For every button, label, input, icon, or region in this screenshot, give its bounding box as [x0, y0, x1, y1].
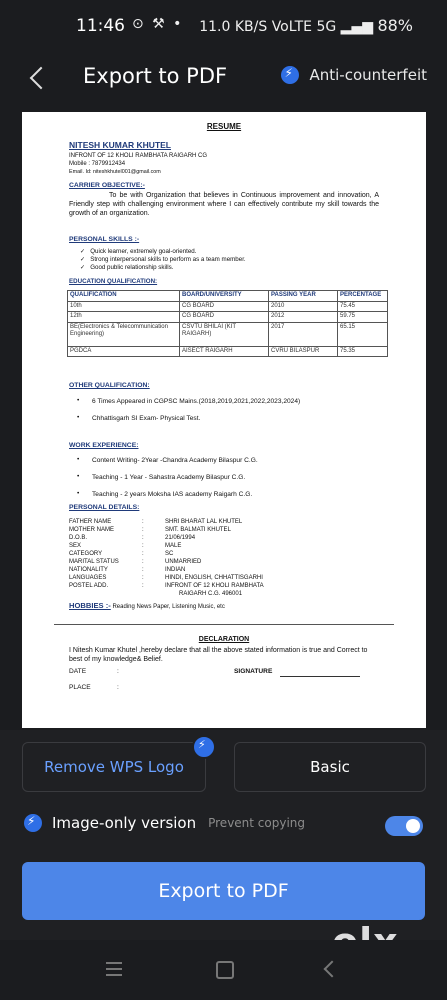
education-table: [67, 290, 388, 357]
resume-email: Email. Id: niteshkhutel001@gmail.com: [69, 169, 161, 175]
personal-details-heading: PERSONAL DETAILS:: [69, 504, 140, 511]
export-options-panel: [0, 730, 447, 940]
page-title: Export to PDF: [83, 64, 228, 88]
personal-label: MARITAL STATUS: [69, 559, 119, 565]
image-only-toggle[interactable]: [385, 816, 423, 836]
system-back-icon[interactable]: [322, 960, 338, 976]
table-cell: 12th: [68, 312, 180, 323]
personal-row: [69, 519, 389, 527]
list-item: • Content Writing- 2Year -Chandra Academy Bilaspur C.G.: [74, 457, 258, 474]
signature-line: [280, 676, 360, 677]
personal-row: [69, 551, 389, 559]
system-nav-bar: [0, 940, 447, 1000]
table-cell: 75.45: [338, 301, 388, 312]
personal-value: SHRI BHARAT LAL KHUTEL: [165, 519, 243, 525]
personal-label: SEX: [69, 543, 82, 549]
signature-label: SIGNATURE: [234, 668, 273, 675]
personal-value: UNMARRIED: [165, 559, 202, 565]
table-row: [68, 312, 388, 323]
table-header-row: [68, 291, 388, 302]
personal-value: RAIGARH C.G. 496001: [179, 591, 243, 597]
place-field: [69, 684, 119, 692]
list-item: • 6 Times Appeared in CGPSC Mains.(2018,2019,2021,2022,2023,2024): [74, 398, 300, 415]
premium-lightning-icon: [192, 735, 216, 759]
personal-colon: :: [142, 551, 144, 557]
hobbies-label: HOBBIES :-: [69, 601, 111, 610]
table-row: [68, 346, 388, 357]
personal-colon: :: [142, 559, 144, 565]
table-cell: 59.75: [338, 312, 388, 323]
list-item: • Chhattisgarh SI Exam- Physical Test.: [74, 415, 300, 432]
table-cell: 75.35: [338, 346, 388, 357]
personal-value: 21/06/1994: [165, 535, 196, 541]
personal-label: MOTHER NAME: [69, 527, 114, 533]
app-bar: [0, 56, 447, 104]
list-item: • Teaching - 1 Year - Sahastra Academy Bilaspur C.G.: [74, 474, 258, 491]
table-cell: 65.15: [338, 322, 388, 346]
status-icons: ⊙ ⚒ •: [132, 16, 184, 32]
column-header: PERCENTAGE: [338, 291, 388, 302]
place-label: PLACE: [69, 684, 91, 691]
personal-label: CATEGORY: [69, 551, 103, 557]
export-to-pdf-button[interactable]: Export to PDF: [22, 862, 425, 920]
basic-button[interactable]: Basic: [234, 742, 426, 792]
remove-wps-logo-button[interactable]: Remove WPS Logo: [22, 742, 206, 792]
personal-value: SMT. BALMATI KHUTEL: [165, 527, 231, 533]
column-header: PASSING YEAR: [269, 291, 338, 302]
personal-colon: :: [142, 535, 144, 541]
home-icon[interactable]: [216, 961, 234, 979]
resume-name: NITESH KUMAR KHUTEL: [69, 140, 171, 150]
table-cell: 2012: [269, 312, 338, 323]
resume-mobile: Mobile : 7879912434: [69, 161, 126, 167]
personal-label: LANGUAGES: [69, 575, 107, 581]
battery-level: 88%: [377, 16, 413, 35]
network-speed: 11.0 KB/S: [199, 19, 268, 35]
personal-row: [69, 559, 389, 567]
personal-label: POSTEL ADD.: [69, 583, 109, 589]
image-only-note: Prevent copying: [208, 816, 306, 830]
table-row: [68, 301, 388, 312]
other-qualification-heading: OTHER QUALIFICATION:: [69, 382, 150, 389]
personal-value: MALE: [165, 543, 182, 549]
date-colon: :: [117, 668, 119, 675]
list-item: • Teaching - 2 years Moksha IAS academy Raigarh C.G.: [74, 491, 258, 508]
table-cell: 2017: [269, 322, 338, 346]
date-field: [69, 668, 119, 676]
table-cell: CG BOARD: [180, 312, 269, 323]
status-time: 11:46: [76, 16, 125, 36]
table-cell: CSVTU BHILAI (KIT RAIGARH): [180, 322, 269, 346]
recent-apps-icon[interactable]: [106, 962, 122, 976]
resume-address: INFRONT OF 12 KHOLI RAMBHATA RAIGARH CG: [69, 153, 208, 159]
skill-item: ✓ Good public relationship skills.: [80, 264, 246, 272]
objective-text: To be with Organization that believes in Continuous improvement and innovation, A Friendly step with challenging environment where I can effectively contribute my skill towards the growth of an organization.: [69, 192, 379, 217]
personal-colon: :: [142, 583, 144, 589]
skills-heading: PERSONAL SKILLS :-: [69, 236, 140, 243]
personal-row: [69, 527, 389, 535]
personal-colon: :: [142, 519, 144, 525]
column-header: QUALIFICATION: [68, 291, 180, 302]
back-button[interactable]: [24, 62, 52, 98]
document-preview[interactable]: [22, 112, 426, 728]
lightning-shield-icon: [281, 66, 299, 84]
date-label: DATE: [69, 668, 87, 675]
personal-colon: :: [142, 527, 144, 533]
personal-row: [69, 575, 389, 583]
skill-item: ✓ Strong interpersonal skills to perform as a team member.: [80, 256, 246, 264]
personal-row: [69, 543, 389, 551]
personal-colon: :: [142, 543, 144, 549]
column-header: BOARD/UNIVERSITY: [180, 291, 269, 302]
table-cell: PGDCA: [68, 346, 180, 357]
table-cell: BE(Electronics & Telecommunication Engineering): [68, 322, 180, 346]
premium-lightning-icon: [24, 814, 42, 832]
place-colon: :: [117, 684, 119, 691]
table-cell: 10th: [68, 301, 180, 312]
work-experience-list: [74, 457, 258, 508]
personal-value: INDIAN: [165, 567, 186, 573]
personal-row: [69, 591, 389, 599]
personal-value: HINDI, ENGLISH, CHHATTISGARHI: [165, 575, 263, 581]
education-heading: EDUCATION QUALIFICATION:: [69, 278, 158, 285]
table-cell: CG BOARD: [180, 301, 269, 312]
image-only-label: Image-only version: [52, 814, 197, 832]
personal-value: INFRONT OF 12 KHOLI RAMBHATA: [165, 583, 264, 589]
personal-label: NATIONALITY: [69, 567, 108, 573]
table-cell: AISECT RAIGARH: [180, 346, 269, 357]
objective-heading: CARRIER OBJECTIVE:-: [69, 182, 145, 189]
table-cell: 2010: [269, 301, 338, 312]
personal-row: [69, 567, 389, 575]
personal-label: FATHER NAME: [69, 519, 112, 525]
declaration-text: I Nitesh Kumar Khutel ,hereby declare that all the above stated information is true and Correct to best of my knowledge& Belief.: [69, 647, 368, 664]
work-experience-heading: WORK EXPERIENCE:: [69, 442, 139, 449]
hobbies-text: Reading News Paper, Listening Music, etc: [112, 604, 225, 610]
status-bar: [0, 0, 447, 56]
personal-row: [69, 583, 389, 591]
signal-icon: ▂▄▆: [340, 19, 373, 35]
other-qualification-list: [74, 398, 300, 432]
anti-counterfeit-label: Anti-counterfeit: [309, 66, 427, 84]
table-cell: CVRU BILASPUR: [269, 346, 338, 357]
personal-row: [69, 535, 389, 543]
personal-colon: :: [142, 575, 144, 581]
anti-counterfeit-button[interactable]: [281, 66, 427, 84]
personal-colon: :: [142, 567, 144, 573]
skills-list: [80, 248, 246, 272]
image-only-option: [24, 814, 305, 832]
hobbies: [69, 601, 225, 612]
declaration-heading: DECLARATION: [198, 636, 250, 643]
resume-title: RESUME: [206, 122, 242, 131]
personal-label: D.O.B.: [69, 535, 88, 541]
table-row: [68, 322, 388, 346]
status-indicators: [199, 16, 413, 35]
divider: [54, 624, 394, 625]
personal-value: SC: [165, 551, 174, 557]
network-type: VoLTE 5G: [271, 19, 337, 35]
skill-item: ✓ Quick learner, extremely goal-oriented.: [80, 248, 246, 256]
